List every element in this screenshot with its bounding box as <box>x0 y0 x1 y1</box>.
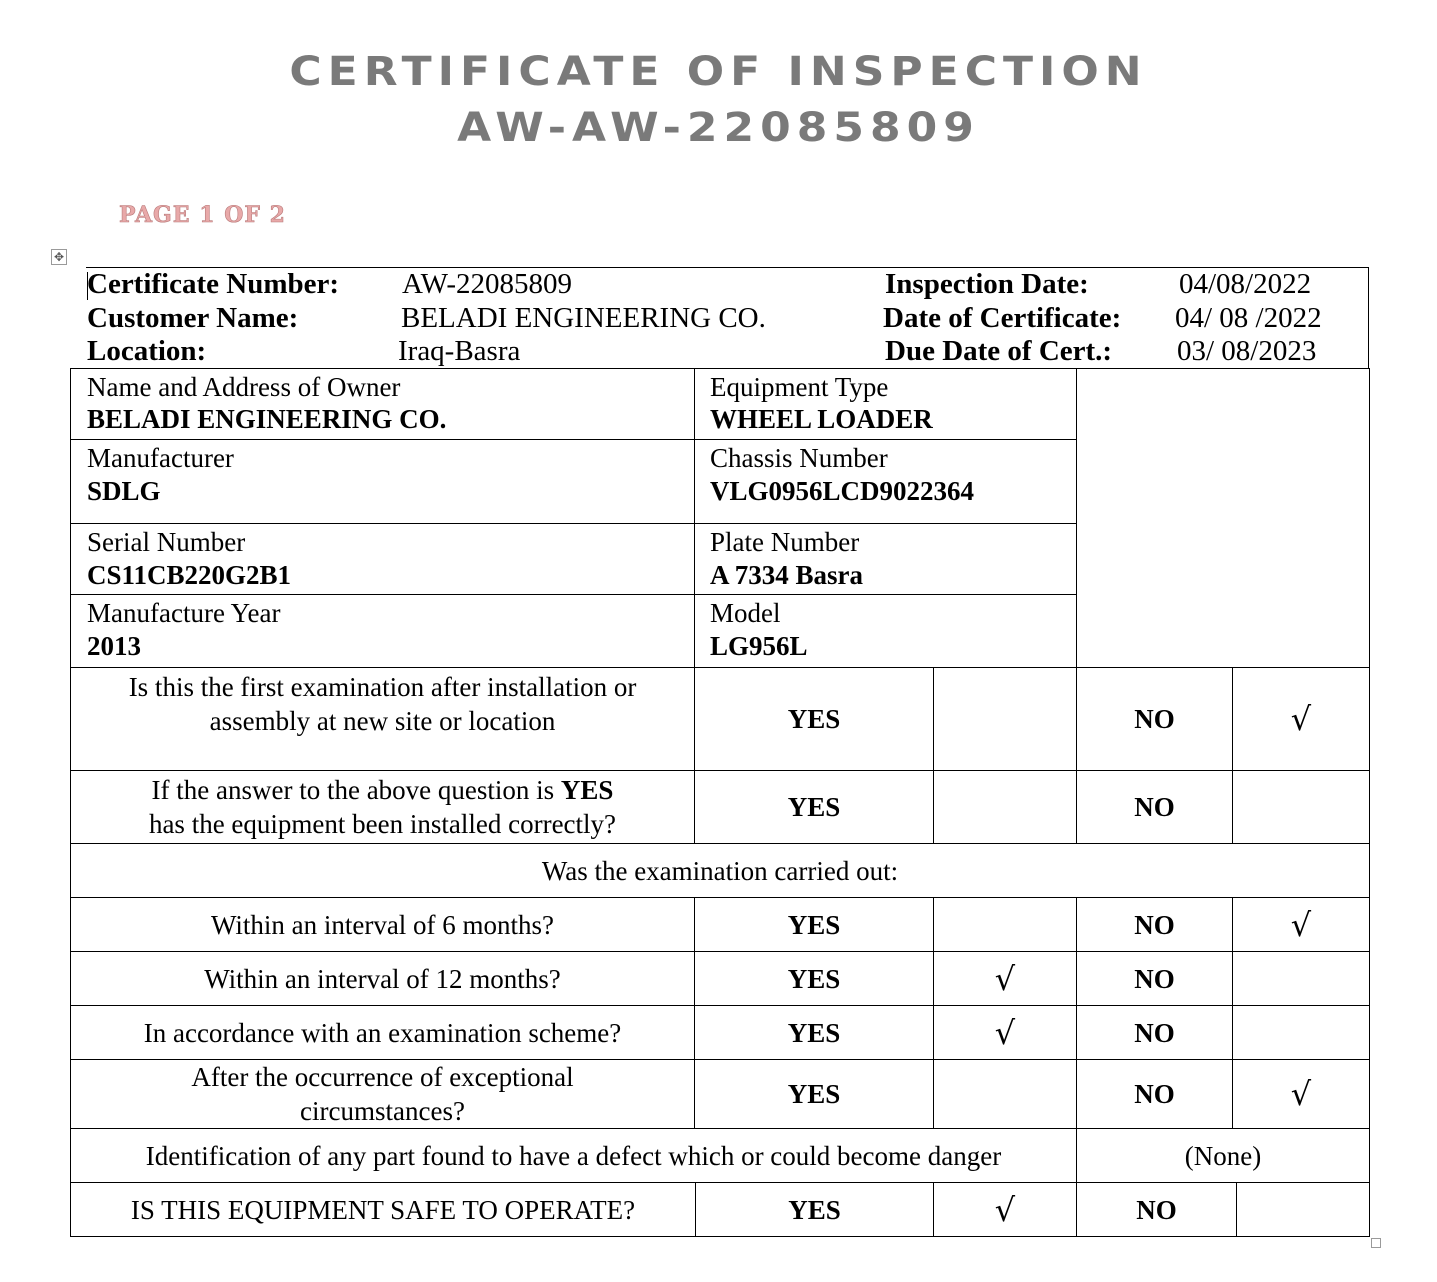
yes-label: YES <box>787 1079 841 1109</box>
no-check-cell[interactable] <box>1233 1006 1369 1059</box>
question-examination-scheme: In accordance with an examination scheme? <box>143 1017 622 1048</box>
manufacturer-label: Manufacturer <box>87 443 234 473</box>
question-emphasis: YES <box>560 775 614 805</box>
defect-value: (None) <box>1184 1140 1262 1171</box>
manufacturer-value: SDLG <box>87 476 161 506</box>
chassis-value: VLG0956LCD9022364 <box>710 476 975 506</box>
customer-name-label: Customer Name: <box>87 302 299 334</box>
yes-label: YES <box>787 909 841 940</box>
plate-value: A 7334 Basra <box>710 560 864 590</box>
certificate-title: CERTIFICATE OF INSPECTION <box>289 48 1148 95</box>
owner-value: BELADI ENGINEERING CO. <box>87 404 447 434</box>
model-label: Model <box>710 598 781 628</box>
no-label: NO <box>1136 1194 1177 1225</box>
no-label: NO <box>1134 1017 1175 1048</box>
question-first-examination <box>71 668 694 770</box>
inspection-date: 04/08/2022 <box>1179 268 1312 300</box>
serial-value: CS11CB220G2B1 <box>87 560 292 590</box>
page-label: PAGE 1 OF 2 <box>119 202 286 228</box>
model-value: LG956L <box>710 631 808 661</box>
date-of-certificate-label: Date of Certificate: <box>883 302 1122 334</box>
no-check-mark-icon[interactable]: √ <box>1290 700 1312 738</box>
no-label: NO <box>1134 963 1175 994</box>
yes-check-mark-icon[interactable]: √ <box>994 1013 1016 1052</box>
year-value: 2013 <box>87 631 141 661</box>
plate-label: Plate Number <box>710 527 860 557</box>
question-12-months: Within an interval of 12 months? <box>204 963 561 994</box>
location: Iraq-Basra <box>398 335 521 367</box>
no-label: NO <box>1134 792 1175 822</box>
question-text: has the equipment been installed correctly? <box>148 809 617 839</box>
examination-heading: Was the examination carried out: <box>541 855 899 886</box>
question-installed-correctly <box>71 771 694 843</box>
inspection-date-label: Inspection Date: <box>885 268 1089 300</box>
no-check-cell[interactable] <box>1233 952 1369 1005</box>
owner-label: Name and Address of Owner <box>87 372 401 402</box>
question-6-months: Within an interval of 6 months? <box>210 909 555 940</box>
yes-label: YES <box>787 1017 841 1048</box>
due-date: 03/ 08/2023 <box>1177 335 1317 367</box>
defect-question: Identification of any part found to have a defect which or could become danger <box>145 1140 1002 1171</box>
yes-check-mark-icon[interactable]: √ <box>994 959 1016 998</box>
yes-check-mark-icon[interactable]: √ <box>994 1190 1016 1229</box>
safe-to-operate-question: IS THIS EQUIPMENT SAFE TO OPERATE? <box>130 1194 636 1225</box>
question-text: assembly at new site or location <box>209 706 556 736</box>
serial-label: Serial Number <box>87 527 246 557</box>
question-exceptional-circumstances <box>71 1060 694 1128</box>
yes-label: YES <box>787 704 841 734</box>
equipment-type-value: WHEEL LOADER <box>710 404 933 434</box>
no-check-mark-icon[interactable]: √ <box>1290 1075 1312 1113</box>
table-resize-handle-icon[interactable] <box>1371 1238 1381 1248</box>
date-of-certificate: 04/ 08 /2022 <box>1175 302 1322 334</box>
location-label: Location: <box>87 335 207 367</box>
no-check-cell[interactable] <box>1237 1183 1369 1236</box>
no-check-mark-icon[interactable]: √ <box>1290 905 1312 944</box>
no-label: NO <box>1134 909 1175 940</box>
question-text: Is this the first examination after installation or <box>128 672 637 702</box>
chassis-label: Chassis Number <box>710 443 888 473</box>
yes-check-cell[interactable] <box>934 668 1076 770</box>
no-check-cell[interactable] <box>1233 771 1369 843</box>
yes-label: YES <box>787 963 841 994</box>
due-date-label: Due Date of Cert.: <box>885 335 1113 367</box>
yes-label: YES <box>788 1194 841 1225</box>
customer-name: BELADI ENGINEERING CO. <box>401 302 766 334</box>
yes-check-cell[interactable] <box>934 771 1076 843</box>
question-text: After the occurrence of exceptional <box>191 1062 574 1092</box>
yes-check-cell[interactable] <box>934 898 1076 951</box>
question-text: If the answer to the above question is <box>151 775 561 805</box>
yes-check-cell[interactable] <box>934 1060 1076 1128</box>
no-label: NO <box>1134 704 1175 734</box>
certificate-number-label: Certificate Number: <box>87 268 340 300</box>
question-text: circumstances? <box>300 1096 465 1126</box>
table-move-handle-icon[interactable]: ✥ <box>51 249 67 265</box>
certificate-number: AW-22085809 <box>402 268 573 300</box>
year-label: Manufacture Year <box>87 598 281 628</box>
certificate-title-number: AW-AW-22085809 <box>457 104 980 151</box>
equipment-type-label: Equipment Type <box>710 372 889 402</box>
yes-label: YES <box>787 792 841 822</box>
no-label: NO <box>1134 1079 1175 1109</box>
